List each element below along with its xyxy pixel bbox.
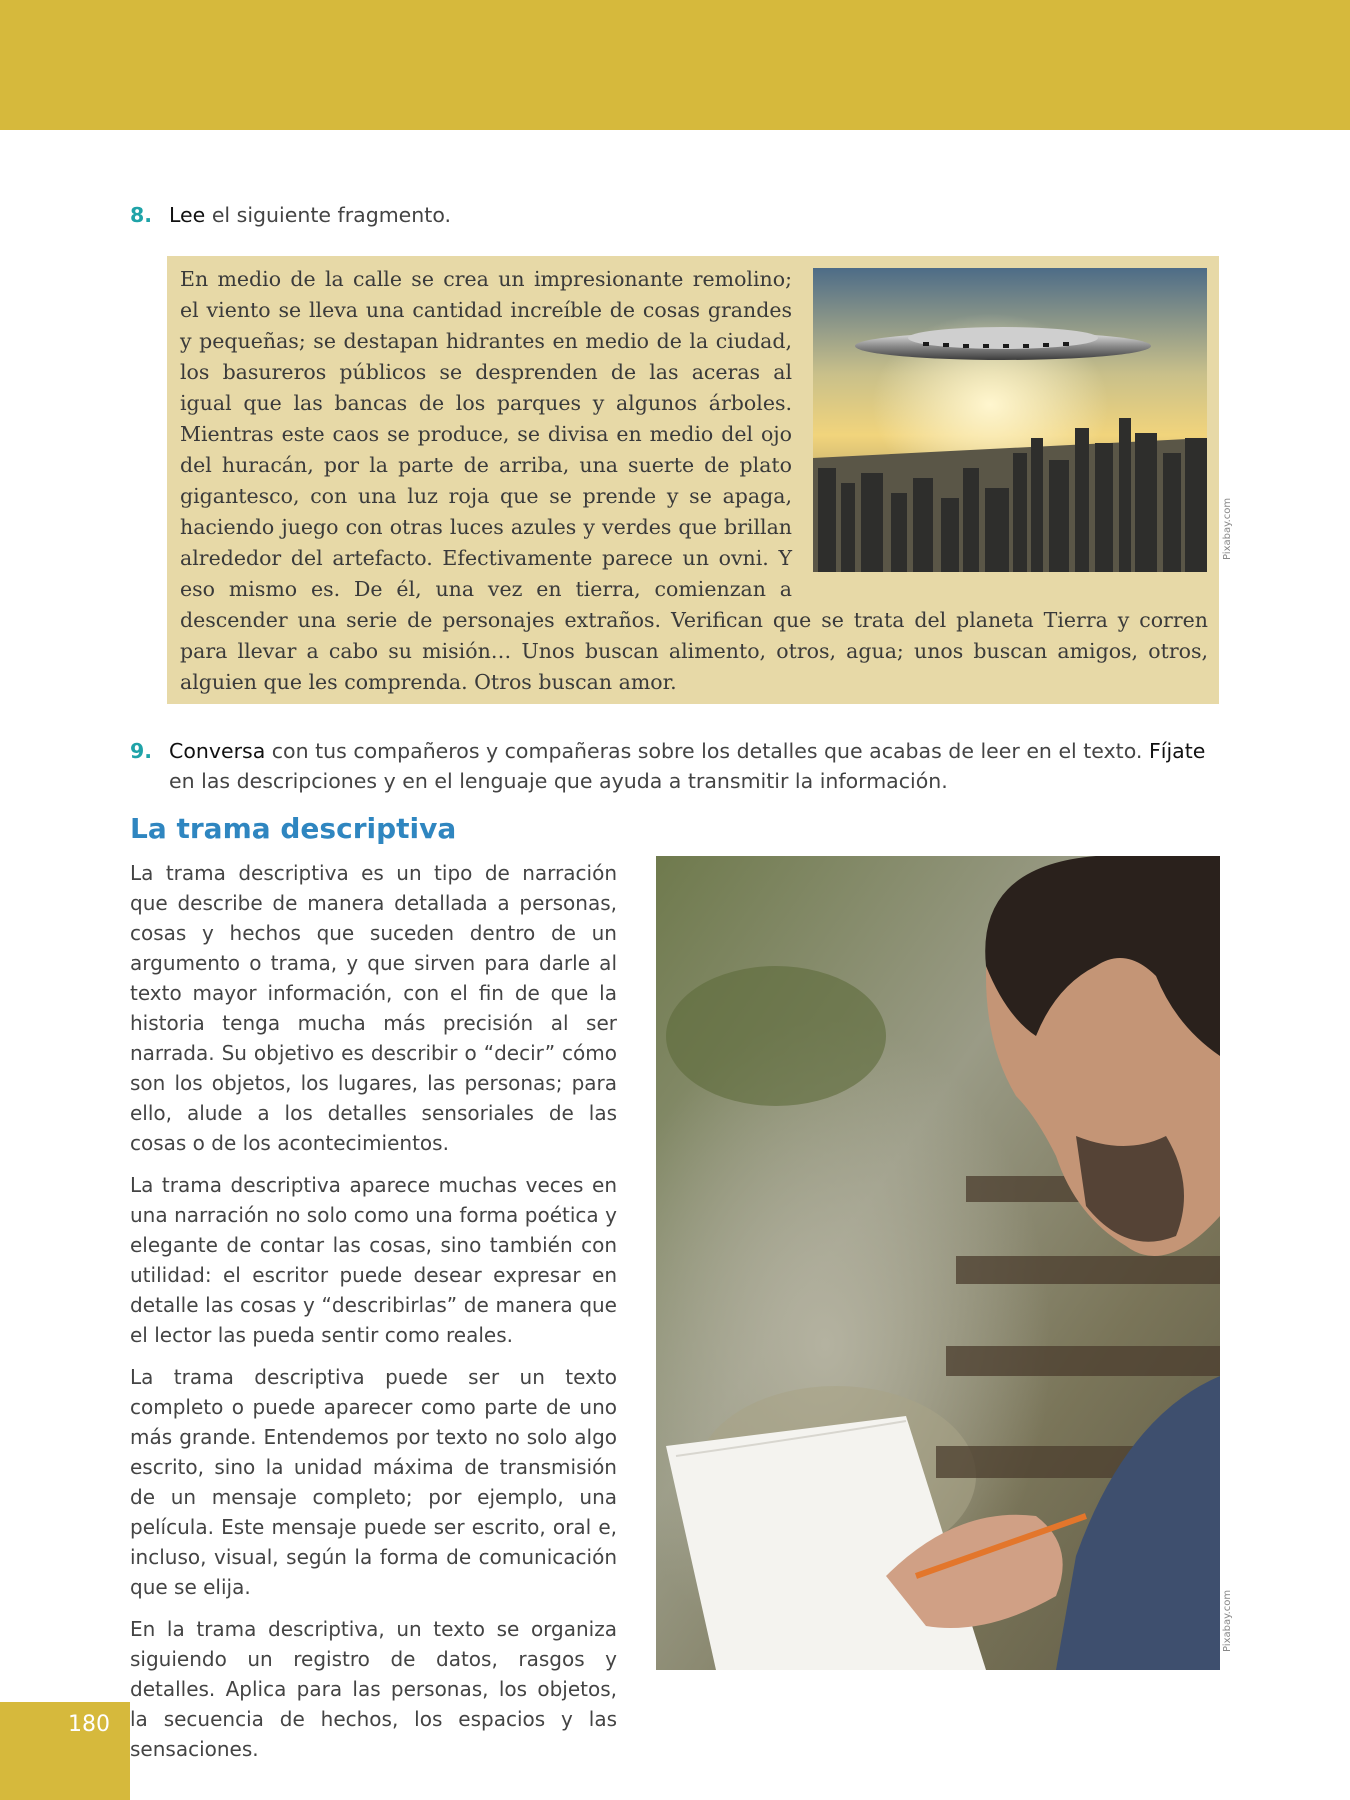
page-number-tab — [0, 1702, 130, 1800]
step-verb: Fíjate — [1148, 739, 1206, 763]
step-9 — [130, 736, 1220, 796]
image-credit: Pixabay.com — [1222, 1589, 1233, 1652]
paragraph: La trama descriptiva puede ser un texto completo o puede aparecer como parte de uno más grande. Entendemos por texto no solo algo escrito, sino la unidad máxima de transmisión de un mensaje completo; por ejemplo, una película. Este mensaje puede ser escrito, oral e, incluso, visual, según la forma de comunicación que se elija. — [130, 1365, 617, 1599]
step-text: el siguiente fragmento. — [205, 203, 452, 227]
paragraph: En la trama descriptiva, un texto se organiza siguiendo un registro de datos, rasgos y detalles. Aplica para las personas, los objetos, la secuencia de hechos, los espacios y las sensaciones. — [130, 1617, 617, 1761]
step-8 — [130, 200, 1220, 230]
quote-text: En medio de la calle se crea un impresionante remolino; el viento se lleva una cantidad increíble de cosas grandes y pequeñas; se destapan hidrantes en medio de la ciudad, los basureros públicos se desprenden de las aceras al igual que las bancas de los parques y algunos árboles. Mientras este caos se produce, se divisa en medio del ojo del huracán, por la parte de arriba, una suerte de plato gigantesco, con una luz roja que se prende y se apaga, haciendo juego con otras luces azules y verdes que brillan alrededor del artefacto. Efectivamente parece un ovni. Y eso mismo es. De él, una vez en tierra, comienzan a descender una serie de personajes extraños. Verifican que se trata del planeta Tierra y corren para llevar a cabo su misión… Unos buscan alimento, otros, agua; unos buscan amigos, otros, alguien que les comprenda. Otros buscan amor. — [180, 267, 1208, 694]
paragraph: La trama descriptiva aparece muchas veces en una narración no solo como una forma poética y elegante de contar las cosas, sino también con utilidad: el escritor puede desear expresar en detalle las cosas y “describirlas” de manera que el lector las pueda sentir como reales. — [130, 1173, 617, 1347]
image-credit: Pixabay.com — [1222, 497, 1233, 560]
page-number: 180 — [68, 1712, 110, 1737]
step-verb: Lee — [169, 203, 206, 227]
paragraph: La trama descriptiva es un tipo de narración que describe de manera detallada a personas, cosas y hechos que suceden dentro de un argumento o trama, y que sirven para darle al texto mayor información, con el fin de que la historia tenga mucha más precisión al ser narrada. Su objetivo es describir o “decir” cómo son los objetos, los lugares, las personas; para ello, alude a los detalles sensoriales de las cosas o de los acontecimientos. — [130, 861, 617, 1155]
step-text: con tus compañeros y compañeras sobre los detalles que acabas de leer en el texto. — [265, 739, 1149, 763]
section-body — [130, 858, 617, 1776]
section-title: La trama descriptiva — [130, 812, 457, 845]
step-number: 8. — [130, 203, 153, 227]
step-number: 9. — [130, 739, 153, 763]
step-text: en las descripciones y en el lenguaje que ayuda a transmitir la información. — [169, 769, 948, 793]
ufo-city-image — [813, 268, 1207, 572]
step-verb: Conversa — [169, 739, 266, 763]
writing-man-photo — [656, 856, 1220, 1670]
header-band — [0, 0, 1350, 130]
